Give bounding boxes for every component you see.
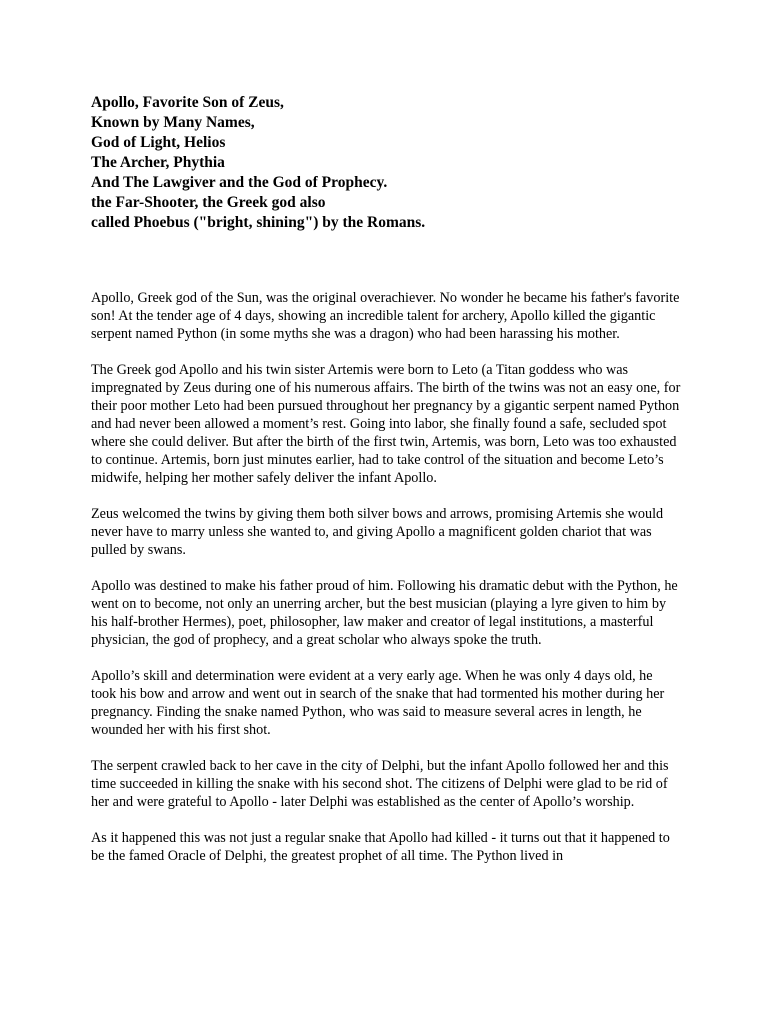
heading-line: Known by Many Names,: [91, 114, 255, 131]
heading-line: The Archer, Phythia: [91, 154, 225, 171]
body-paragraph: Apollo’s skill and determination were evident at a very early age. When he was only 4 days old, he took his bow and arrow and went out in search of the snake that had tormented his mother during her pregnancy. Finding the snake named Python, who was said to measure several acres in length, he wounded her with his first shot.: [91, 668, 665, 738]
heading-line: called Phoebus ("bright, shining") by the Romans.: [91, 214, 426, 231]
heading-line: God of Light, Helios: [91, 134, 226, 151]
body-paragraph: Zeus welcomed the twins by giving them both silver bows and arrows, promising Artemis she would never have to marry unless she wanted to, and giving Apollo a magnificent golden chariot that was pulled by swans.: [91, 506, 664, 558]
body-paragraph: Apollo was destined to make his father proud of him. Following his dramatic debut with the Python, he went on to become, not only an unerring archer, but the best musician (playing a lyre given to him by his half-brother Hermes), poet, philosopher, law maker and creator of legal institutions, a masterful physician, the god of prophecy, and a great scholar who always spoke the truth.: [91, 578, 678, 648]
body-paragraph: Apollo, Greek god of the Sun, was the original overachiever. No wonder he became his father's favorite son! At the tender age of 4 days, showing an incredible talent for archery, Apollo killed the gigantic serpent named Python (in some myths she was a dragon) who had been harassing his mother.: [91, 290, 680, 342]
document-heading: [91, 93, 681, 233]
heading-line: Apollo, Favorite Son of Zeus,: [91, 94, 284, 111]
body-paragraph: The serpent crawled back to her cave in the city of Delphi, but the infant Apollo followed her and this time succeeded in killing the snake with his second shot. The citizens of Delphi were glad to be rid of her and were grateful to Apollo - later Delphi was established as the center of Apollo’s worship.: [91, 758, 669, 810]
body-paragraph: The Greek god Apollo and his twin sister Artemis were born to Leto (a Titan goddess who was impregnated by Zeus during one of his numerous affairs. The birth of the twins was not an easy one, for their poor mother Leto had been pursued throughout her pregnancy by a gigantic serpent named Python and had never been allowed a moment’s rest. Going into labor, she finally found a safe, secluded spot where she could deliver. But after the birth of the first twin, Artemis, was born, Leto was too exhausted to continue. Artemis, born just minutes earlier, had to take control of the situation and become Leto’s midwife, helping her mother safely deliver the infant Apollo.: [91, 362, 681, 486]
heading-line: the Far-Shooter, the Greek god also: [91, 194, 326, 211]
heading-line: And The Lawgiver and the God of Prophecy.: [91, 174, 388, 191]
document-body: [91, 289, 681, 865]
document-page: [91, 93, 681, 883]
body-paragraph: As it happened this was not just a regular snake that Apollo had killed - it turns out that it happened to be the famed Oracle of Delphi, the greatest prophet of all time. The Python lived in: [91, 830, 670, 864]
